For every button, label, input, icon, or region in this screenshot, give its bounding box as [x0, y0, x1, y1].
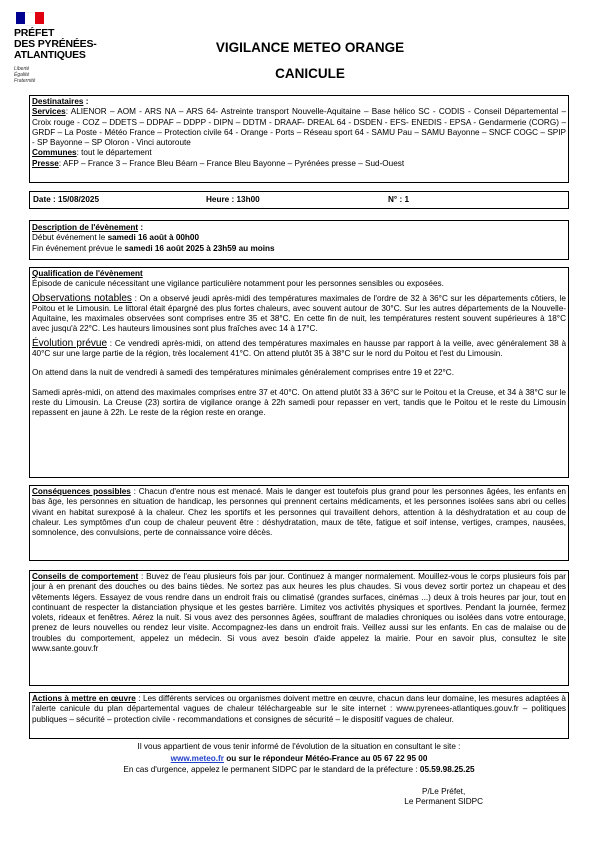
fin-prefix: Fin événement prévue le	[32, 243, 125, 253]
consequences-box	[29, 485, 569, 561]
footer-line-1: Il vous appartient de vous tenir informé de l'évolution de la situation en consultant le site :	[137, 742, 461, 751]
conseils-label: Conseils de comportement	[32, 572, 139, 581]
flag-white-stripe	[25, 12, 34, 26]
presse-text: : AFP – France 3 – France Bleu Béarn – France Bleu Bayonne – Pyrénées presse – Sud-Ouest	[58, 158, 405, 168]
actions-text: : Les différents services ou organismes doivent mettre en œuvre, chacun dans leur domaine, les mesures adaptées à l'alerte canicule du plan départemental vagues de chaleur téléchargeable sur le site internet : www.pyrenees-atlantiques.gouv.fr – politiques publiques – sécurité – protection civile - recommandations et consignes de sécurité – le dispositif vagues de chaleur.	[32, 694, 566, 724]
evolution-text-2: On attend dans la nuit de vendredi à samedi des températures minimales généralement comprises entre 19 et 22°C.	[32, 368, 454, 378]
debut-value: samedi 16 août à 00h00	[107, 233, 200, 243]
signature-line-1: P/Le Préfet,	[422, 787, 466, 796]
evolution-text-1: : Ce vendredi après-midi, on attend des températures maximales en hausse par rapport à la veille, avec généralement 38 à 40°C sur une large partie de la région, très localement 41°C. On attend plutôt 35 à 38°C sur le nord du Poitou et l'est du Limousin.	[32, 338, 566, 359]
footer-info	[29, 741, 569, 776]
footer-line-3: En cas d'urgence, appelez le permanent SIDPC par le standard de la préfecture :	[123, 765, 420, 774]
observations-label: Observations notables	[32, 292, 132, 304]
republic-flag-logo	[16, 12, 44, 24]
motto-line: Fraternité	[14, 78, 36, 84]
logo-title-line: DES PYRÉNÉES-	[14, 38, 97, 50]
logo-title-line: PRÉFET	[14, 27, 55, 39]
qualification-label: Qualification de l'évènement	[32, 269, 143, 278]
signature-line-2: Le Permanent SIDPC	[404, 797, 483, 806]
observations-text: : On a observé jeudi après-midi des températures maximales de l'ordre de 32 à 36°C sur les départements côtiers, le Poitou et le Limousin. Le littoral était épargné des plus fortes chaleurs, avec souvent autour de 30°C. Sur les autres départements de la Nouvelle-Aquitaine, les maximales observées sont comprises entre 35 et 38°C. En cette fin de nuit, les températures restent souvent supérieures à 18°C avec jusqu'à 22°C. Les hauteurs limousines sont plus fraîches avec 14 à 17°C.	[32, 293, 566, 334]
presse-label: Presse	[32, 158, 59, 168]
qualification-text: Épisode de canicule nécessitant une vigilance particulière notamment pour les personnes sensibles ou exposées.	[32, 279, 444, 289]
services-label: Services	[32, 107, 66, 117]
meta-box	[29, 191, 569, 209]
meteo-link[interactable]: www.meteo.fr	[170, 753, 224, 763]
fin-value: samedi 16 août 2025 à 23h59 au moins	[124, 243, 275, 253]
motto-line: Liberté	[14, 66, 30, 72]
numero-field: N° : 1	[388, 195, 410, 204]
description-box: Description de l'évènement : Début événement le samedi 16 août à 00h00 Fin événement prévue le samedi 16 août 2025 à 23h59 au moins	[29, 220, 569, 260]
consequences-label: Conséquences possibles	[32, 487, 131, 496]
footer-line-2: ou sur le répondeur Météo-France au 05 67 22 95 00	[223, 753, 428, 763]
document-title: VIGILANCE METEO ORANGE	[215, 40, 405, 55]
qualification-box	[29, 267, 569, 478]
destinataires-label: Destinataires	[32, 97, 84, 106]
debut-prefix: Début événement le	[32, 233, 108, 243]
date-field: Date : 15/08/2025	[33, 195, 99, 204]
logo-title-line: ATLANTIQUES	[14, 49, 86, 61]
conseils-text: : Buvez de l'eau plusieurs fois par jour. Continuez à manger normalement. Mouillez-vous le corps plusieurs fois par jour à en prenant des douches ou des bains tièdes. Ne sortez pas aux heures les plus chaudes. Si vous devez sortir portez un chapeau et des vêtements légers. Essayez de vous rendre dans un endroit frais ou climatisé (grandes surfaces, cinémas ...) deux à trois heures par jour, tout en continuant de respecter la distanciation physique et les gestes barrière. Limitez vos activités physiques et sportives. Pendant la journée, fermez volets, rideaux et fenêtres. Aérez la nuit. Si vous avez des personnes âgées, souffrant de maladies chroniques ou isolées dans votre entourage, prenez de leurs nouvelles ou rendez leur visite. Accompagnez-les dans un endroit frais. Veillez aussi sur les enfants. En cas de malaise ou de troubles du comportement, appelez un médecin. Si vous avez besoin d'aide appelez la mairie. Pour en savoir plus, consultez le site www.sante.gouv.fr	[32, 572, 566, 654]
flag-blue-stripe	[16, 12, 25, 24]
document-subtitle: CANICULE	[275, 66, 345, 81]
heure-field: Heure : 13h00	[206, 195, 260, 204]
services-text: : ALIENOR – AOM - ARS NA – ARS 64- Astreinte transport Nouvelle-Aquitaine – Base hélico SC - CODIS - Conseil Départemental – Croix rouge - COZ – DDETS – DDPAF – DDPP - DIPN – DDTM - DRAAF- DREAL 64 - DSDEN - EFS- ENEDIS - EPSA - Gendarmerie (CORG) – GRDF – La Poste - Météo France – Protection civile 64 - Orange - Ports – Réseau sport 64 - SAMU Pau – SAMU Bayonne – SNCF COGC – SPIP - SP Bayonne – SP Oloron - Vinci autoroute	[32, 107, 566, 148]
evolution-label: Évolution prévue	[32, 337, 108, 349]
actions-box	[29, 692, 569, 739]
sidpc-phone: 05.59.98.25.25	[419, 765, 475, 774]
actions-label: Actions à mettre en œuvre	[32, 694, 136, 703]
description-label: Description de l'évènement	[32, 223, 139, 232]
flag-red-stripe	[35, 12, 44, 24]
destinataires-box: Destinataires : Services: ALIENOR – AOM - ARS NA – ARS 64- Astreinte transport Nouvelle-Aquitaine – Base hélico SC - CODIS - Conseil Départemental – Croix rouge - COZ – DDETS – DDPAF – DDPP - DIPN – DDTM - DRAAF- DREAL 64 - DSDEN - EFS- ENEDIS - EPSA - Gendarmerie (CORG) – GRDF – La Poste - Météo France – Protection civile 64 - Orange - Ports – Réseau sport 64 - SAMU Pau – SAMU Bayonne – SNCF COGC – SPIP - SP Bayonne – SP Oloron - Vinci autoroute Communes: tout le département Presse: AFP – France 3 – France Bleu Béarn – France Bleu Bayonne – Pyrénées presse – Sud-Ouest	[29, 95, 569, 183]
communes-text: : tout le département	[76, 148, 152, 158]
communes-label: Communes	[32, 148, 77, 158]
republic-motto	[14, 66, 35, 84]
prefecture-logo-title	[14, 28, 97, 61]
evolution-text-3: Samedi après-midi, on attend des maximales comprises entre 37 et 40°C. On attend plutôt 33 à 36°C sur le Poitou et la Creuse, et 34 à 38°C sur le reste du Limousin. La Creuse (23) sortira de vigilance orange à 22h samedi pour repasser en vert, tandis que le Poitou et le reste du Limousin repassent en jaune à 22h. Le reste de la région reste en orange.	[32, 387, 566, 418]
signature-block	[404, 787, 483, 807]
conseils-box	[29, 570, 569, 686]
motto-line: Égalité	[14, 72, 30, 78]
consequences-text: : Chacun d'entre nous est menacé. Mais le danger est toutefois plus grand pour les personnes âgées, les enfants en bas âge, les personnes en situation de handicap, les personnes qui prennent certains médicaments, et les personnes isolées sans abri ou celles vivant en habitat surexposé à la chaleur. Chez les sportifs et les personnes qui travaillent dehors, attention à la déshydratation et au coup de chaleur. Les symptômes d'un coup de chaleur peuvent être : déshydratation, maux de tête, fatigue et soif intense, vertiges, crampes, nausées, somnolence, des convulsions, perte de connaissance voire décès.	[32, 487, 566, 538]
